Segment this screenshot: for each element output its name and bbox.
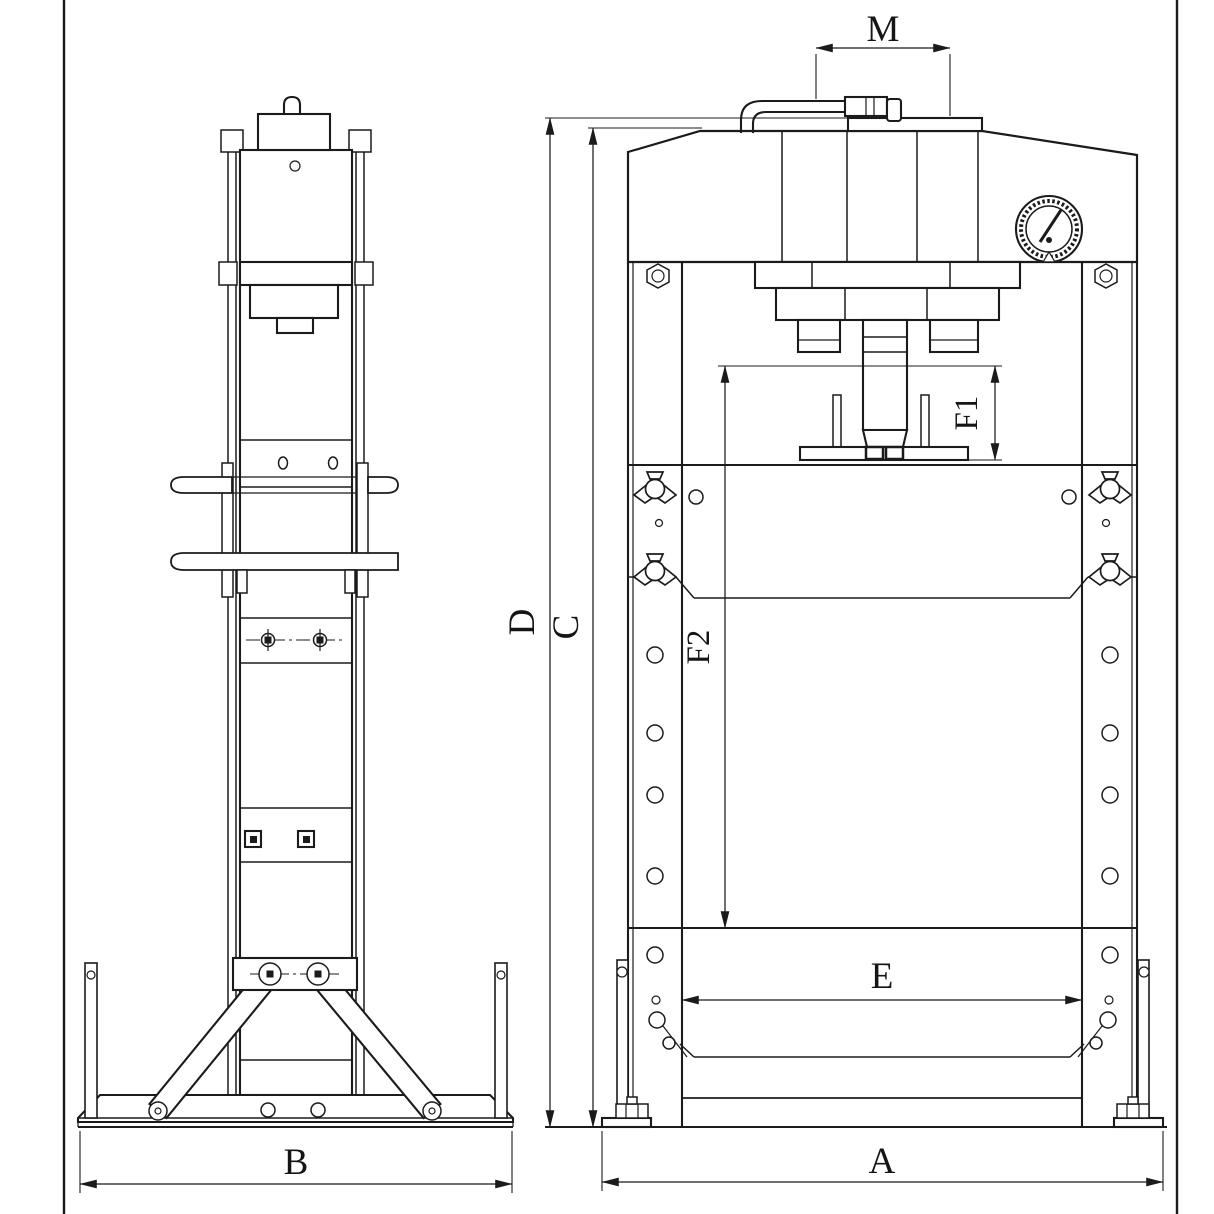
table-pin xyxy=(634,472,676,503)
upper-work-table xyxy=(628,465,1137,598)
dim-label-b: B xyxy=(283,1142,309,1183)
lower-pin xyxy=(171,553,398,570)
dimension-b xyxy=(80,1131,512,1193)
front-feet xyxy=(545,960,1167,1127)
dim-label-d: D xyxy=(502,608,543,636)
dim-label-f2: F2 xyxy=(681,629,717,665)
foot-left xyxy=(602,1118,651,1127)
side-base xyxy=(78,1095,513,1127)
dim-label-f1: F1 xyxy=(949,395,985,431)
lower-table xyxy=(628,928,1137,1098)
dim-label-a: A xyxy=(868,1141,896,1182)
table-pin xyxy=(1089,554,1131,585)
dim-label-c: C xyxy=(546,614,587,640)
table-pin xyxy=(634,554,676,585)
table-pin xyxy=(1089,472,1131,503)
head-top-plate xyxy=(848,118,982,131)
upper-pin-right xyxy=(368,477,398,493)
guide-pin-right xyxy=(921,395,929,447)
dimension-f2 xyxy=(681,366,725,928)
ram-nose xyxy=(863,430,907,447)
pump-knob xyxy=(284,97,300,114)
pressure-gauge-icon xyxy=(1016,196,1082,262)
dimension-e xyxy=(682,956,1082,1000)
guide-pin-left xyxy=(833,395,841,447)
dim-label-e: E xyxy=(870,956,894,997)
side-view xyxy=(78,97,513,1127)
dimension-f1 xyxy=(718,366,1002,460)
dim-label-m: M xyxy=(866,9,900,50)
upper-pin-left xyxy=(171,477,232,493)
front-view xyxy=(545,97,1167,1127)
dimension-a xyxy=(602,1131,1163,1191)
side-head-hole xyxy=(290,161,300,171)
foot-right xyxy=(1114,1118,1163,1127)
side-crossbar xyxy=(219,262,373,285)
hose-elbow xyxy=(887,99,901,121)
